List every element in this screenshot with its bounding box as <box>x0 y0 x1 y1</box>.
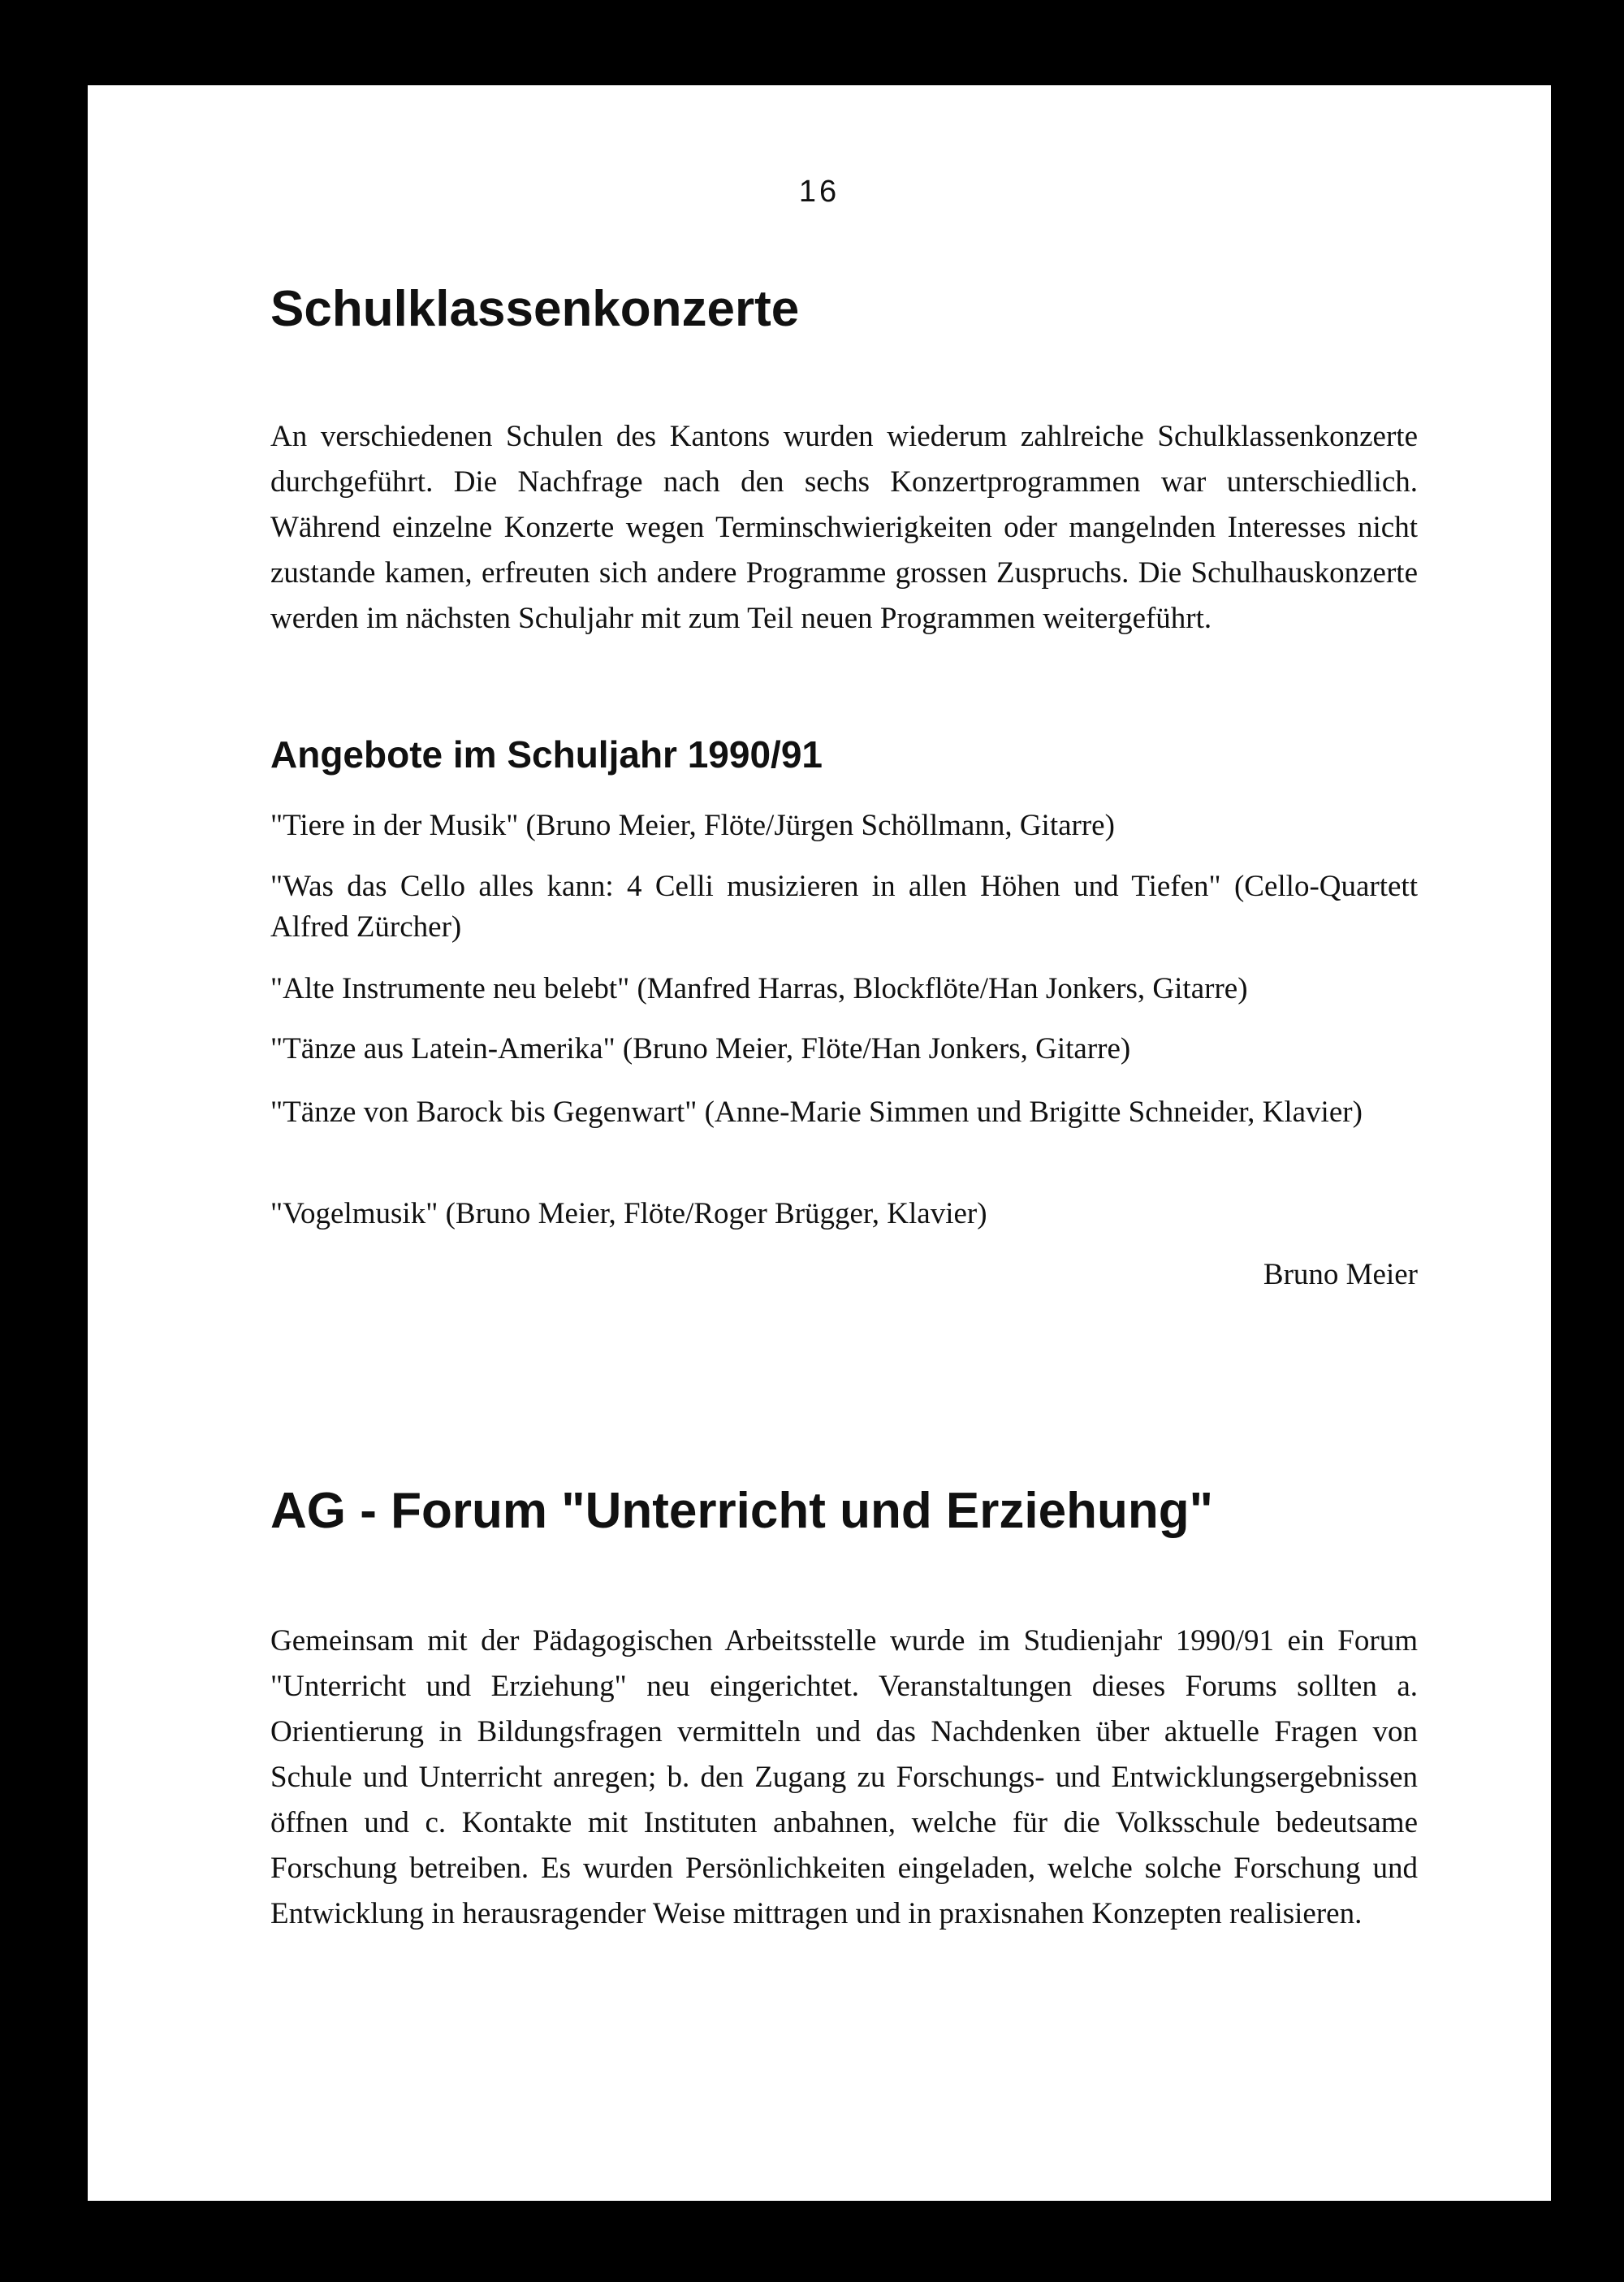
intro-paragraph: An verschiedenen Schulen des Kantons wurden wiederum zahlreiche Schulklassenkonzerte durchgeführt. Die Nachfrage nach den sechs Konzertprogrammen war unterschiedlich. Während einzelne Konzerte wegen Terminschwierigkeiten oder mangelnden Interesses nicht zustande kamen, erfreuten sich andere Programme grossen Zuspruchs. Die Schulhauskonzerte werden im nächsten Schuljahr mit zum Teil neuen Programmen weitergeführt. <box>270 420 1418 635</box>
offer-item: "Alte Instrumente neu belebt" (Manfred Harras, Blockflöte/Han Jonkers, Gitarre) <box>270 972 1248 1005</box>
section-title-ag-forum: AG - Forum "Unterricht und Erziehung" <box>270 1483 1213 1539</box>
page-number: 16 <box>798 175 840 209</box>
offer-item: "Tänze von Barock bis Gegenwart" (Anne-Marie Simmen und Brigitte Schneider, Klavier) <box>270 1096 1363 1129</box>
document-page <box>88 85 1551 2201</box>
offer-item: "Tänze aus Latein-Amerika" (Bruno Meier, Flöte/Han Jonkers, Gitarre) <box>270 1032 1131 1065</box>
section-title-schulklassenkonzerte: Schulklassenkonzerte <box>270 281 800 337</box>
subtitle-angebote: Angebote im Schuljahr 1990/91 <box>270 733 823 776</box>
author-signature: Bruno Meier <box>1263 1258 1418 1291</box>
offer-item: "Tiere in der Musik" (Bruno Meier, Flöte/Jürgen Schöllmann, Gitarre) <box>270 809 1115 842</box>
offer-item: "Was das Cello alles kann: 4 Celli musizieren in allen Höhen und Tiefen" (Cello-Quartett Alfred Zürcher) <box>270 870 1418 944</box>
forum-paragraph: Gemeinsam mit der Pädagogischen Arbeitsstelle wurde im Studienjahr 1990/91 ein Forum "Unterricht und Erziehung" neu eingerichtet. Veranstaltungen dieses Forums sollten a. Orientierung in Bildungsfragen vermitteln und das Nachdenken über aktuelle Fragen von Schule und Unterricht anregen; b. den Zugang zu Forschungs- und Entwicklungsergebnissen öffnen und c. Kontakte mit Instituten anbahnen, welche für die Volksschule bedeutsame Forschung betreiben. Es wurden Persönlichkeiten eingeladen, welche solche Forschung und Entwicklung in herausragender Weise mittragen und in praxisnahen Konzepten realisieren. <box>270 1624 1418 1930</box>
offer-item: "Vogelmusik" (Bruno Meier, Flöte/Roger Brügger, Klavier) <box>270 1197 987 1230</box>
